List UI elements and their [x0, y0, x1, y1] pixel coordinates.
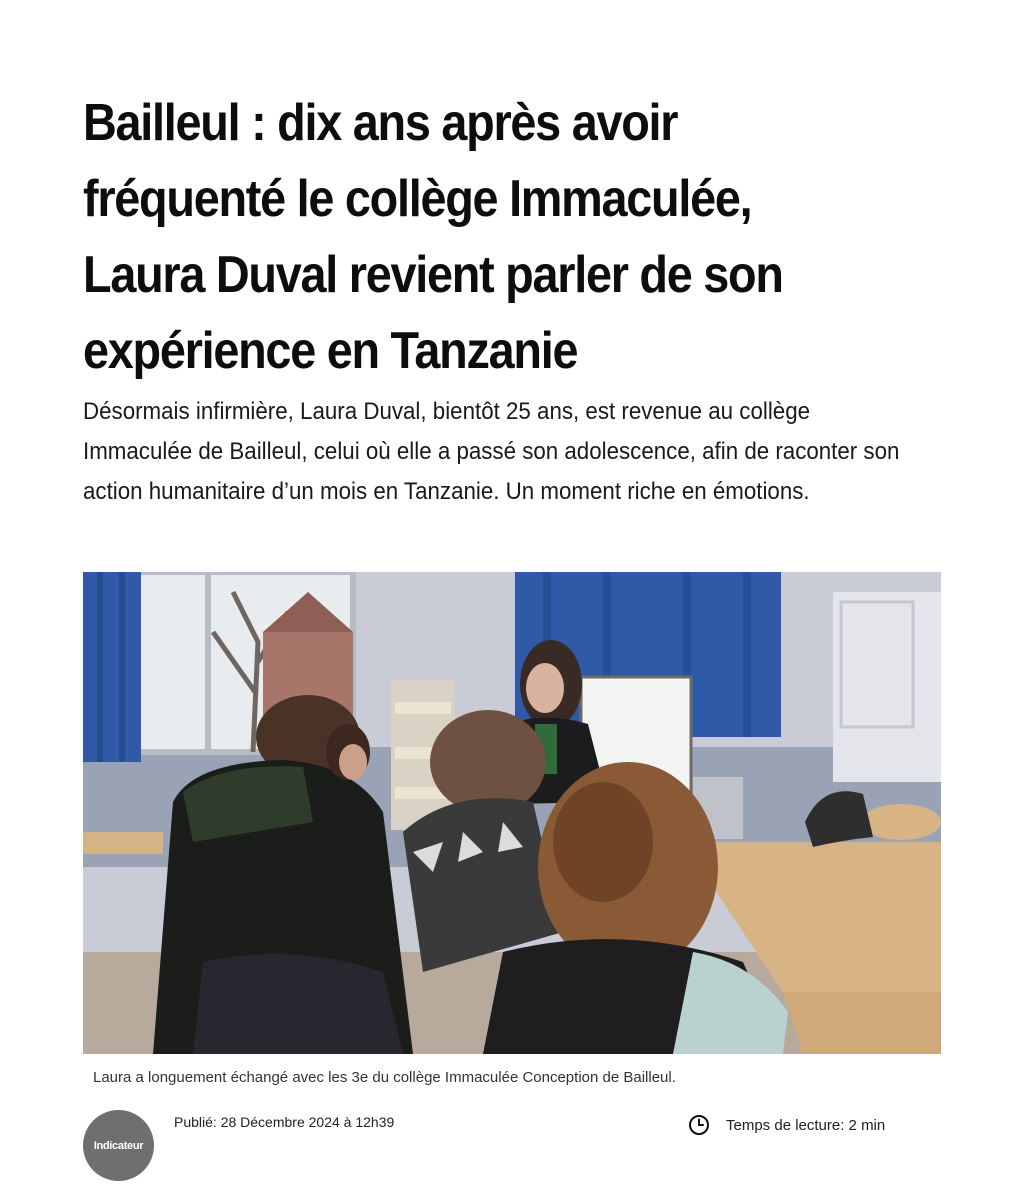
- source-logo-text: Indicateur: [93, 1139, 144, 1152]
- article-lede: Désormais infirmière, Laura Duval, bientôt 25 ans, est revenue au collège Immaculée de Bailleul, celui où elle a passé son adolescence, afin de raconter son action humanitaire d’un mois en Tanzanie. Un moment riche en émotions.: [83, 398, 900, 505]
- clock-icon: [688, 1114, 710, 1136]
- reading-time: [688, 1114, 885, 1136]
- source-logo[interactable]: [83, 1110, 154, 1181]
- photo-caption: Laura a longuement échangé avec les 3e du collège Immaculée Conception de Bailleul.: [93, 1069, 676, 1086]
- article-headline: Bailleul : dix ans après avoir fréquenté le collège Immaculée, Laura Duval revient parler de son expérience en Tanzanie: [83, 94, 783, 380]
- classroom-photo: [83, 572, 941, 1054]
- published-date: Publié: 28 Décembre 2024 à 12h39: [174, 1114, 395, 1130]
- article-photo[interactable]: [83, 572, 941, 1054]
- reading-time-label: Temps de lecture: 2 min: [726, 1116, 886, 1134]
